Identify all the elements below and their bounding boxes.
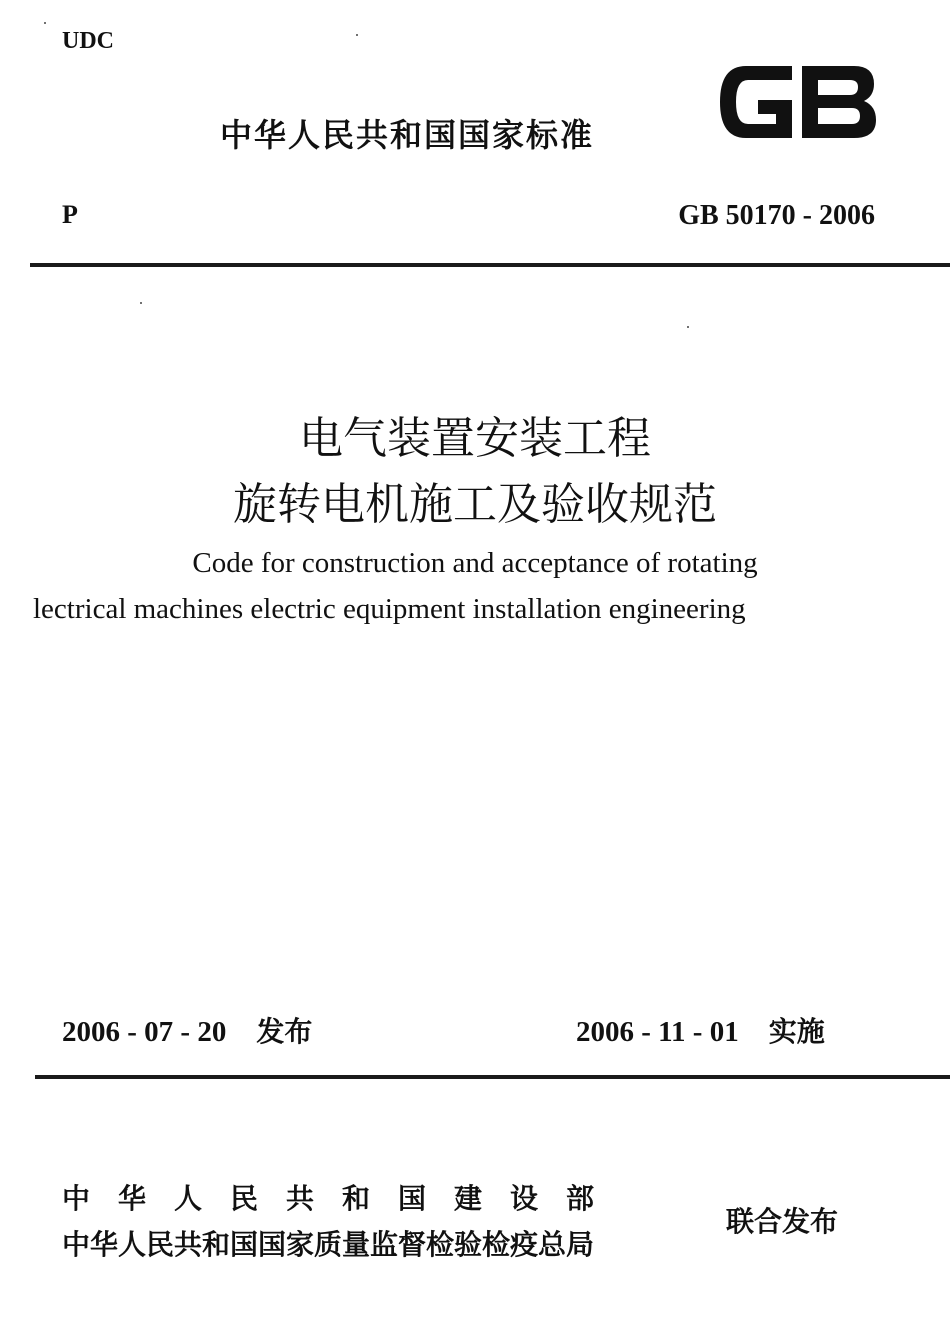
gb-logo (714, 56, 879, 148)
authority-ministry: 中华人民共和国建设部 (62, 1182, 623, 1215)
top-divider (30, 263, 950, 267)
scan-speck (140, 302, 142, 304)
scan-speck (687, 326, 689, 328)
category-code: P (62, 200, 78, 229)
issue-date-row (62, 1010, 312, 1050)
implement-date: 2006 - 11 - 01 (576, 1016, 739, 1048)
title-en-line1: Code for construction and acceptance of rotating (192, 547, 758, 579)
scan-speck (44, 22, 46, 24)
standard-number: GB 50170 - 2006 (678, 200, 875, 231)
title-cn-line1: 电气装置安装工程 (299, 413, 651, 464)
title-en-line2: lectrical machines electric equipment installation engineering (33, 593, 746, 625)
joint-issue-label: 联合发布 (726, 1205, 839, 1238)
issue-date: 2006 - 07 - 20 (62, 1016, 227, 1048)
udc-label: UDC (62, 28, 114, 54)
scan-speck (356, 34, 358, 36)
implement-label: 实施 (768, 1015, 825, 1048)
title-cn-line2: 旋转电机施工及验收规范 (233, 479, 717, 530)
bottom-divider (35, 1075, 950, 1079)
authority-aqsiq: 中华人民共和国国家质量监督检验检疫总局 (62, 1228, 595, 1261)
implement-date-row (576, 1010, 825, 1050)
issue-label: 发布 (256, 1015, 313, 1048)
national-standard-heading: 中华人民共和国国家标准 (220, 116, 595, 154)
